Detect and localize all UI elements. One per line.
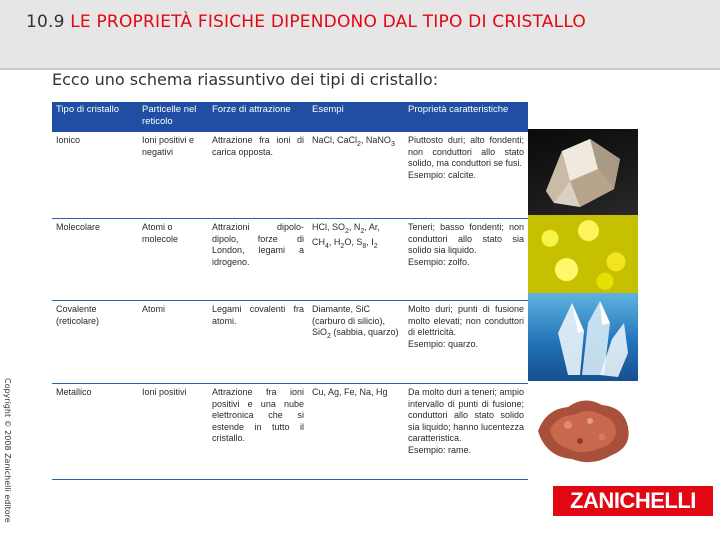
sulfur-photo: [528, 215, 638, 293]
header-esempi: Esempi: [308, 102, 404, 132]
title-text: LE PROPRIETÀ FISICHE DIPENDONO DAL TIPO DI CRISTALLO: [70, 12, 586, 32]
proprieta-text: Da molto duri a teneri; ampio intervallo di punti di fusione; conduttori allo stato solido sia liquido; hanno lucentezza caratteristica.: [408, 387, 524, 444]
esempio-text: Esempio: zolfo.: [408, 256, 470, 267]
quartz-photo: [528, 293, 638, 381]
cell-esempi: Cu, Ag, Fe, Na, Hg: [308, 384, 404, 480]
cell-tipo: Metallico: [52, 384, 138, 480]
table-row: [52, 301, 528, 384]
cell-esempi: Diamante, SiC (carburo di silicio), SiO$_2$ (sabbia, quarzo): [308, 301, 404, 384]
table-row: [52, 219, 528, 301]
cell-esempi: NaCl, CaCl$_2$, NaNO$_3$: [308, 132, 404, 219]
intro-text: Ecco uno schema riassuntivo dei tipi di cristallo:: [52, 70, 439, 89]
crystal-types-table: [52, 102, 528, 480]
cell-particelle: Atomi: [138, 301, 208, 384]
cell-forze: Attrazione fra ioni di carica opposta.: [208, 132, 308, 219]
table-row: [52, 384, 528, 480]
cell-proprieta: [404, 301, 528, 384]
esempio-text: Esempio: calcite.: [408, 169, 477, 180]
calcite-photo: [528, 129, 638, 215]
cell-particelle: Ioni positivi: [138, 384, 208, 480]
section-number: 10.9: [26, 12, 65, 32]
esempio-text: Esempio: rame.: [408, 444, 472, 455]
header-particelle: Particelle nel reticolo: [138, 102, 208, 132]
cell-particelle: Ioni positivi e negativi: [138, 132, 208, 219]
copper-photo: [528, 381, 638, 473]
header-proprieta: Proprietà caratteristiche: [404, 102, 528, 132]
copyright-notice: Copyright © 2008 Zanichelli editore: [3, 378, 12, 523]
header-tipo: Tipo di cristallo: [52, 102, 138, 132]
table-row: [52, 132, 528, 219]
proprieta-text: Molto duri; punti di fusione molto elevati; non conduttori di elettricità.: [408, 304, 524, 338]
cell-esempi: HCl, $SO_2$, $N_2$, Ar, $CH_4$, $H_2O$, $S_8$, $I_2$: [308, 219, 404, 301]
proprieta-text: Teneri; basso fondenti; non conduttori allo stato sia solido sia liquido.: [408, 222, 524, 256]
cell-forze: Legami covalenti fra atomi.: [208, 301, 308, 384]
header-forze: Forze di attrazione: [208, 102, 308, 132]
cell-forze: Attrazioni dipolo-dipolo, forze di London, legami a idrogeno.: [208, 219, 308, 301]
cell-proprieta: [404, 384, 528, 480]
esempio-text: Esempio: quarzo.: [408, 338, 479, 349]
cell-particelle: Atomi o molecole: [138, 219, 208, 301]
logo-text: ZANICHELLI: [570, 488, 696, 513]
cell-tipo: Molecolare: [52, 219, 138, 301]
zanichelli-logo: [553, 486, 713, 516]
header-bar: [0, 0, 720, 70]
proprieta-text: Piuttosto duri; alto fondenti; non conduttori allo stato solido, ma conduttori se fusi.: [408, 135, 524, 169]
cell-proprieta: [404, 132, 528, 219]
table-header-row: [52, 102, 528, 132]
cell-tipo: Covalente (reticolare): [52, 301, 138, 384]
cell-forze: Attrazione fra ioni positivi e una nube elettronica che si estende in tutto il cristallo.: [208, 384, 308, 480]
cell-proprieta: [404, 219, 528, 301]
slide-title: [26, 12, 586, 32]
cell-tipo: Ionico: [52, 132, 138, 219]
